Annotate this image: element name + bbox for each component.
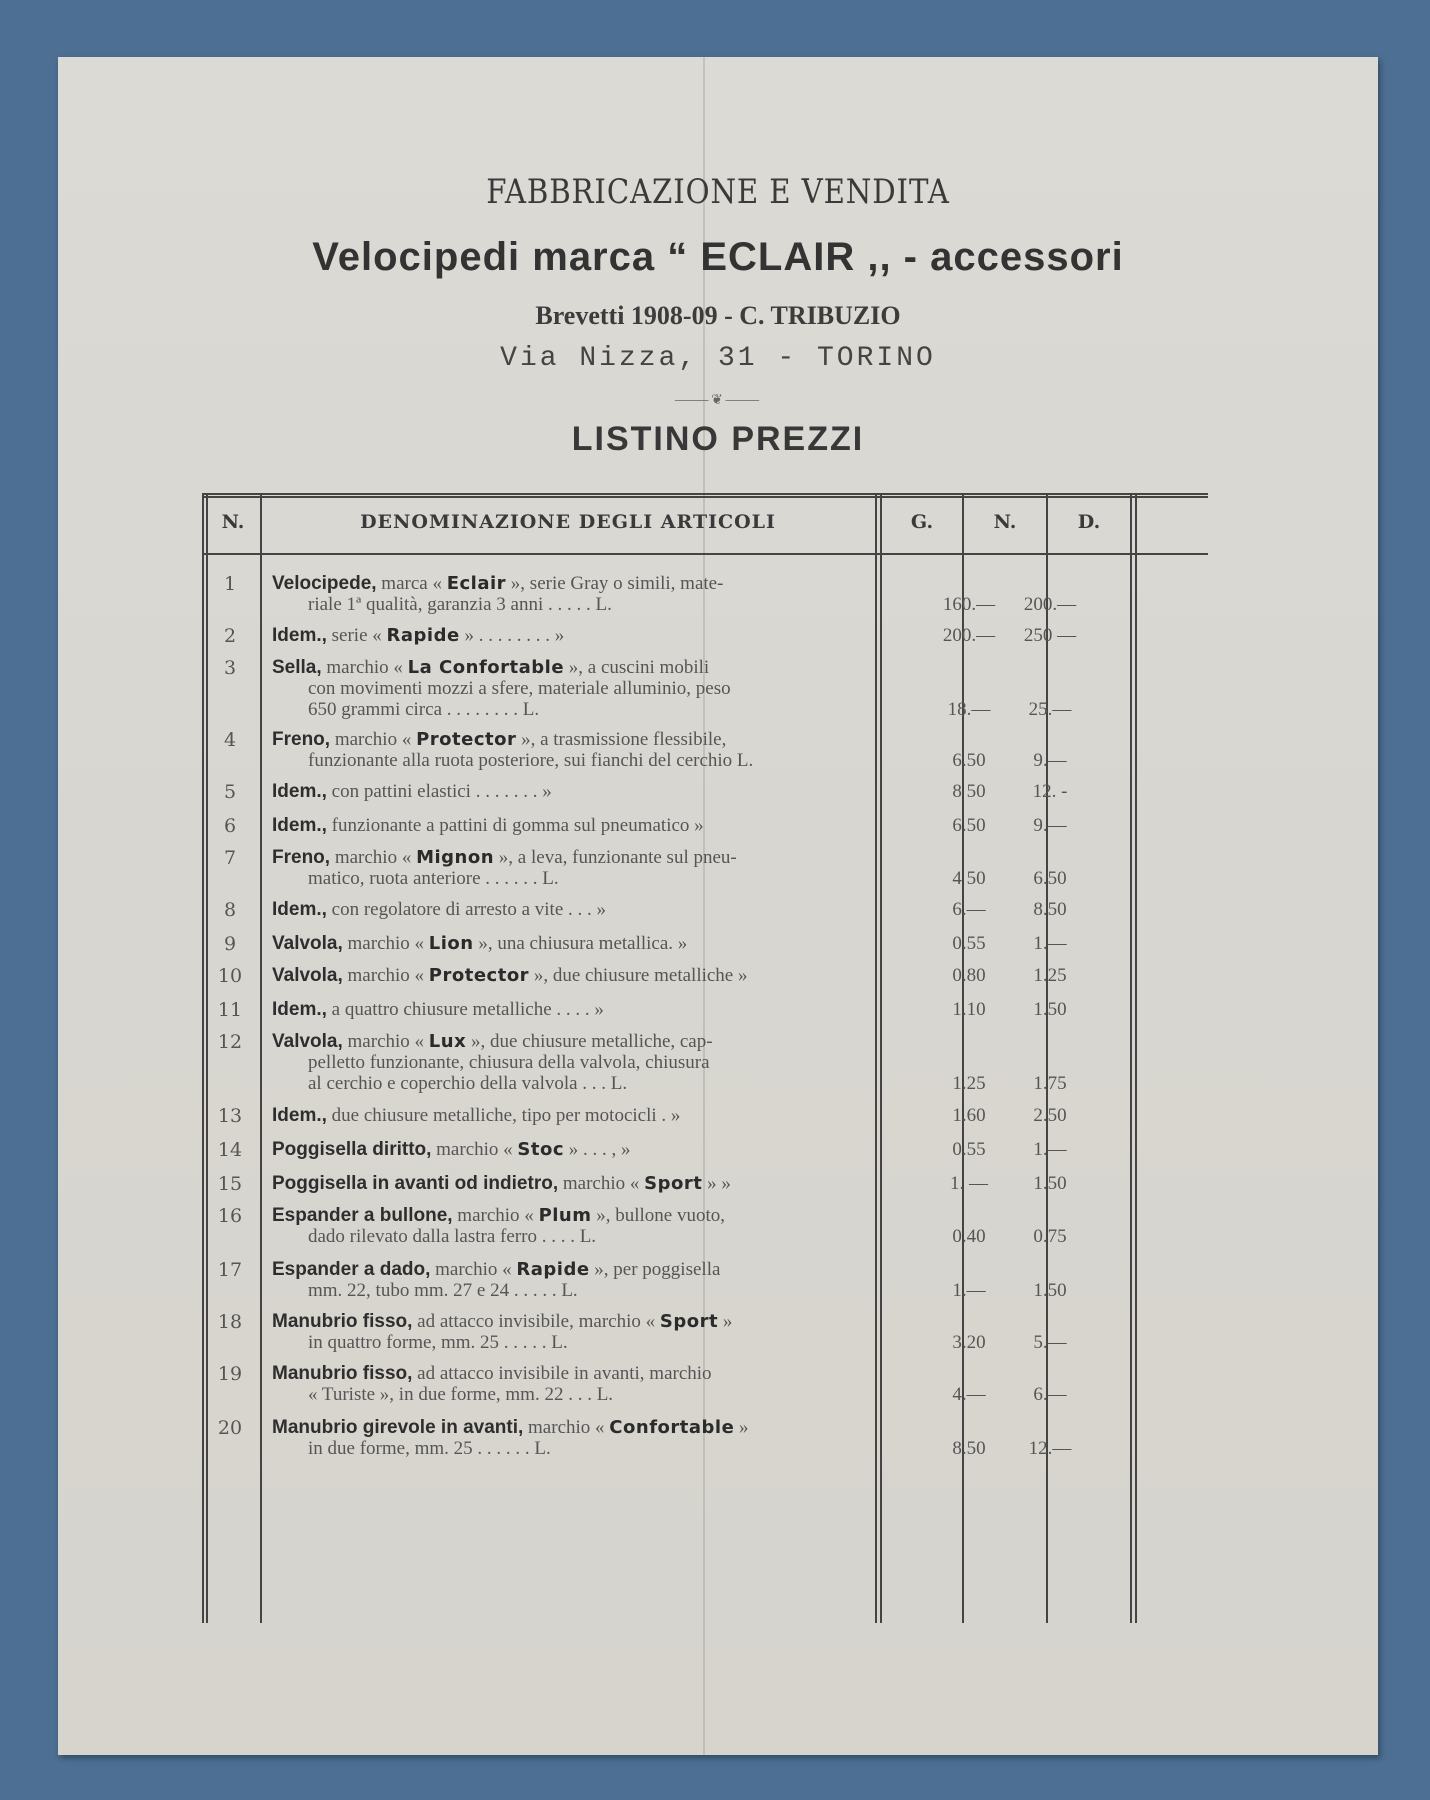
description-text: con pattini elastici . . . . . . . » <box>326 781 552 802</box>
description-text: con regolatore di arresto a vite . . . » <box>326 899 606 920</box>
header-line-2: Velocipedi marca “ ECLAIR ,, - accessori <box>312 235 1124 279</box>
row-description <box>272 1205 927 1247</box>
article-name: Manubrio fisso, <box>272 1363 413 1384</box>
description-text: a quattro chiusure metalliche . . . . » <box>326 999 604 1020</box>
address-line: Via Nizza, 31 - TORINO <box>500 343 936 374</box>
price-n: 6.50 <box>952 750 986 771</box>
brand-mark: Protector <box>416 729 517 750</box>
description-text-tail: », due chiusure metalliche, cap- <box>466 1031 713 1052</box>
row-number: 3 <box>223 657 237 679</box>
row-number: 2 <box>223 625 237 647</box>
price-d: 250 — <box>1023 625 1077 646</box>
table-top-rule <box>202 493 1208 495</box>
row-number: 17 <box>217 1259 243 1281</box>
brand-mark: Stoc <box>517 1139 565 1160</box>
description-text-tail: » . . . , » <box>564 1139 631 1160</box>
description-line-2: matico, ruota anteriore . . . . . . L. <box>308 868 559 889</box>
row-number: 4 <box>223 729 237 751</box>
price-n: 0.55 <box>952 1139 986 1160</box>
description-text: marchio « <box>330 729 417 750</box>
description-line-1 <box>272 1205 725 1226</box>
description-text: marchio « <box>330 847 417 868</box>
article-name: Espander a bullone, <box>272 1205 453 1226</box>
row-number: 11 <box>217 999 243 1021</box>
description-line-2: dado rilevato dalla lastra ferro . . . . L. <box>308 1226 597 1247</box>
description-text-tail: », a leva, funzionante sul pneu- <box>494 847 737 868</box>
row-description <box>272 847 927 889</box>
brand-mark: Rapide <box>386 625 460 646</box>
description-text: marchio « <box>558 1173 645 1194</box>
price-n: 200.— <box>942 625 996 646</box>
description-line-2: funzionante alla ruota posteriore, sui fianchi del cerchio L. <box>308 750 754 771</box>
article-name: Sella, <box>272 657 322 678</box>
description-text: marchio « <box>342 965 429 986</box>
price-n: 1.25 <box>952 1073 986 1094</box>
price-d: 9.— <box>1033 815 1067 836</box>
row-number: 19 <box>217 1363 243 1385</box>
description-line-2: « Turiste », in due forme, mm. 22 . . . L. <box>308 1384 614 1405</box>
article-name: Idem., <box>272 781 327 802</box>
col-header-n: N. <box>221 511 245 533</box>
description-text-tail: », serie Gray o simili, mate- <box>506 573 724 594</box>
brand-mark: Lux <box>428 1031 467 1052</box>
price-d: 200.— <box>1023 594 1077 615</box>
table-top-rule-2 <box>202 496 1208 498</box>
description-line-1 <box>272 729 726 750</box>
price-d: 12. - <box>1032 781 1068 802</box>
article-name: Idem., <box>272 815 327 836</box>
header-line-1: FABBRICAZIONE E VENDITA <box>486 172 950 212</box>
description-line-2: con movimenti mozzi a sfere, materiale alluminio, peso <box>308 678 731 699</box>
price-n: 0.80 <box>952 965 986 986</box>
description-line-1 <box>272 1417 749 1438</box>
description-line-1 <box>272 1311 732 1332</box>
description-line-1 <box>272 1173 731 1194</box>
price-d: 0.75 <box>1033 1226 1067 1247</box>
price-n: 4.— <box>952 1384 986 1405</box>
description-text: due chiusure metalliche, tipo per motocicli . » <box>326 1105 681 1126</box>
description-text-tail: », a trasmissione flessibile, <box>516 729 727 750</box>
description-text: marchio « <box>342 933 429 954</box>
article-name: Espander a dado, <box>272 1259 431 1280</box>
description-text-tail: », due chiusure metalliche » <box>529 965 748 986</box>
row-number: 8 <box>223 899 237 921</box>
description-text-tail: » <box>734 1417 749 1438</box>
brand-mark: Mignon <box>416 847 495 868</box>
description-line-1 <box>272 1259 720 1280</box>
row-description <box>272 965 927 986</box>
article-name: Idem., <box>272 899 327 920</box>
price-list-sheet <box>58 57 1378 1755</box>
row-description <box>272 933 927 954</box>
table-right-rule <box>1135 493 1137 1623</box>
brand-mark: La Confortable <box>407 657 565 678</box>
brand-mark: Sport <box>659 1311 719 1332</box>
row-number: 20 <box>217 1417 243 1439</box>
article-name: Manubrio fisso, <box>272 1311 413 1332</box>
brand-mark: Eclair <box>446 573 507 594</box>
description-text: marchio « <box>342 1031 429 1052</box>
row-description <box>272 815 927 836</box>
description-line-1 <box>272 899 606 920</box>
table-header-rule <box>202 553 1208 555</box>
price-d: 12.— <box>1028 1438 1072 1459</box>
row-description <box>272 1417 927 1459</box>
description-text-tail: », una chiusura metallica. » <box>473 933 688 954</box>
brand-mark: Confortable <box>609 1417 735 1438</box>
article-name: Velocipede, <box>272 573 377 594</box>
price-d: 6.50 <box>1033 868 1067 889</box>
article-name: Manubrio girevole in avanti, <box>272 1417 524 1438</box>
description-line-1 <box>272 1105 680 1126</box>
row-number: 6 <box>223 815 237 837</box>
description-line-2: pelletto funzionante, chiusura della valvola, chiusura <box>308 1052 710 1073</box>
row-description <box>272 1311 927 1353</box>
price-n: 3.20 <box>952 1332 986 1353</box>
header-line-3: Brevetti 1908-09 - C. TRIBUZIO <box>535 301 901 330</box>
article-name: Idem., <box>272 1105 327 1126</box>
price-d: 1.— <box>1033 933 1067 954</box>
description-line-1 <box>272 847 737 868</box>
price-d: 1.50 <box>1033 1280 1067 1301</box>
description-line-1 <box>272 1031 713 1052</box>
article-name: Valvola, <box>272 933 343 954</box>
article-name: Valvola, <box>272 1031 343 1052</box>
brand-mark: Sport <box>644 1173 703 1194</box>
page-title: LISTINO PREZZI <box>571 420 865 458</box>
article-name: Poggisella diritto, <box>272 1139 432 1160</box>
description-text: marchio « <box>523 1417 610 1438</box>
brand-mark: Plum <box>538 1205 592 1226</box>
price-n: 4 50 <box>952 868 986 889</box>
row-number: 9 <box>223 933 237 955</box>
price-d: 25.— <box>1028 699 1072 720</box>
article-name: Idem., <box>272 999 327 1020</box>
price-n: 0.55 <box>952 933 986 954</box>
article-name: Poggisella in avanti od indietro, <box>272 1173 559 1194</box>
price-n: 1.— <box>952 1280 986 1301</box>
row-number: 5 <box>223 781 237 803</box>
price-n: 8.50 <box>952 1438 986 1459</box>
col-divider-5 <box>1130 493 1132 1623</box>
price-d: 1.50 <box>1033 999 1067 1020</box>
price-d: 9.— <box>1033 750 1067 771</box>
description-text-tail: » <box>718 1311 733 1332</box>
ornament-divider: ⸻❦⸻ <box>674 392 762 408</box>
description-line-1 <box>272 1363 712 1384</box>
price-n: 6.— <box>952 899 986 920</box>
description-line-1 <box>272 965 748 986</box>
price-n: 0.40 <box>952 1226 986 1247</box>
article-name: Freno, <box>272 847 331 868</box>
description-text-tail: », per poggisella <box>589 1259 721 1280</box>
price-d: 1.25 <box>1033 965 1067 986</box>
row-number: 18 <box>217 1311 243 1333</box>
description-line-2: riale 1ª qualità, garanzia 3 anni . . . . . L. <box>308 594 612 615</box>
row-number: 10 <box>217 965 243 987</box>
price-n: 160.— <box>942 594 996 615</box>
row-number: 1 <box>223 573 237 595</box>
price-n: 8 50 <box>952 781 986 802</box>
row-description <box>272 999 927 1020</box>
row-number: 13 <box>217 1105 243 1127</box>
description-text-tail: », a cuscini mobili <box>564 657 710 678</box>
description-text-tail: » . . . . . . . . » <box>459 625 565 646</box>
description-line-1 <box>272 815 704 836</box>
description-line-1 <box>272 625 564 646</box>
row-description <box>272 657 927 720</box>
description-text: ad attacco invisibile in avanti, marchio <box>412 1363 712 1384</box>
price-d: 5.— <box>1033 1332 1067 1353</box>
price-table <box>202 493 1208 1623</box>
price-d: 1.50 <box>1033 1173 1067 1194</box>
article-name: Idem., <box>272 625 327 646</box>
price-d: 6.— <box>1033 1384 1067 1405</box>
price-d: 8.50 <box>1033 899 1067 920</box>
description-text: marca « <box>376 573 447 594</box>
col-header-d: D. <box>1077 511 1101 533</box>
description-text: marchio « <box>321 657 408 678</box>
description-line-1 <box>272 781 552 802</box>
price-n: 1.10 <box>952 999 986 1020</box>
col-header-n2: N. <box>993 511 1017 533</box>
row-description <box>272 1031 927 1094</box>
row-description <box>272 781 927 802</box>
row-number: 12 <box>217 1031 243 1053</box>
col-header-denominazione: DENOMINAZIONE DEGLI ARTICOLI <box>360 511 776 533</box>
col-divider-1 <box>260 493 262 1623</box>
description-text-tail: », bullone vuoto, <box>591 1205 726 1226</box>
price-d: 1.75 <box>1033 1073 1067 1094</box>
article-name: Valvola, <box>272 965 343 986</box>
col-header-g: G. <box>910 511 934 533</box>
row-number: 16 <box>217 1205 243 1227</box>
description-line-3: 650 grammi circa . . . . . . . . L. <box>308 699 540 720</box>
row-description <box>272 625 927 646</box>
description-line-1 <box>272 573 723 594</box>
price-n: 18.— <box>947 699 991 720</box>
row-description <box>272 1105 927 1126</box>
description-text: marchio « <box>430 1259 517 1280</box>
description-text: serie « <box>326 625 387 646</box>
description-line-1 <box>272 933 687 954</box>
brand-mark: Rapide <box>516 1259 590 1280</box>
brand-mark: Protector <box>428 965 530 986</box>
description-text-tail: » » <box>702 1173 731 1194</box>
row-description <box>272 1173 927 1194</box>
description-text: marchio « <box>431 1139 518 1160</box>
brand-mark: Lion <box>428 933 474 954</box>
price-n: 1. — <box>950 1173 988 1194</box>
description-line-1 <box>272 1139 631 1160</box>
row-description <box>272 1259 927 1301</box>
description-text: ad attacco invisibile, marchio « <box>412 1311 660 1332</box>
price-n: 1.60 <box>952 1105 986 1126</box>
description-line-2: mm. 22, tubo mm. 27 e 24 . . . . . L. <box>308 1280 578 1301</box>
description-line-1 <box>272 657 709 678</box>
row-description <box>272 573 927 615</box>
row-description <box>272 729 927 771</box>
description-line-1 <box>272 999 604 1020</box>
price-d: 2.50 <box>1033 1105 1067 1126</box>
row-number: 14 <box>217 1139 243 1161</box>
row-number: 7 <box>223 847 237 869</box>
price-n: 6.50 <box>952 815 986 836</box>
description-line-2: in due forme, mm. 25 . . . . . . L. <box>308 1438 551 1459</box>
row-description <box>272 1139 927 1160</box>
description-line-3: al cerchio e coperchio della valvola . . . L. <box>308 1073 628 1094</box>
price-d: 1.— <box>1033 1139 1067 1160</box>
row-description <box>272 899 927 920</box>
description-text: funzionante a pattini di gomma sul pneumatico » <box>326 815 704 836</box>
article-name: Freno, <box>272 729 331 750</box>
row-description <box>272 1363 927 1405</box>
row-number: 15 <box>217 1173 243 1195</box>
description-line-2: in quattro forme, mm. 25 . . . . . L. <box>308 1332 568 1353</box>
description-text: marchio « <box>452 1205 539 1226</box>
